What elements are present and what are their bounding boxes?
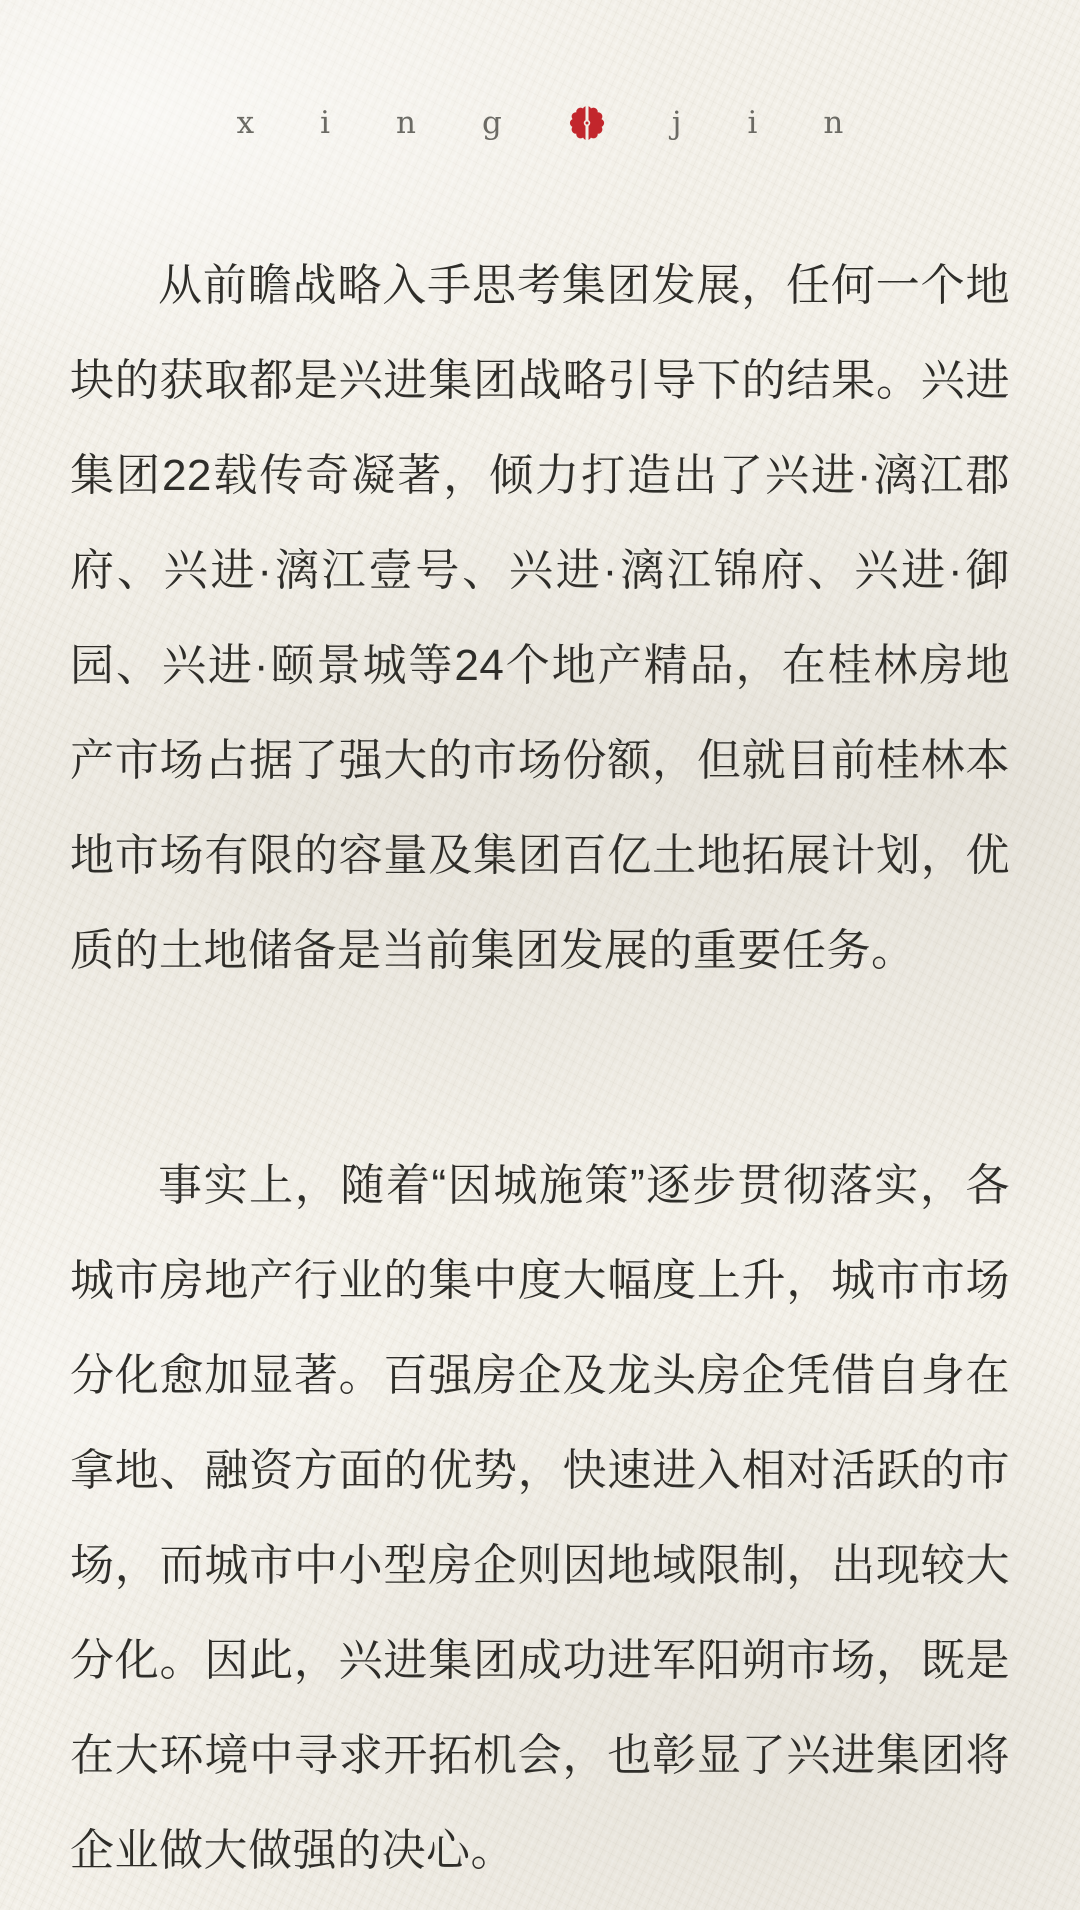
brand-letter: g — [482, 104, 502, 141]
paragraph-strategy: 从前瞻战略入手思考集团发展，任何一个地块的获取都是兴进集团战略引导下的结果。兴进集团22载传奇凝著，倾力打造出了兴进·漓江郡府、兴进·漓江壹号、兴进·漓江锦府、兴进·御园、兴进·颐景城等24个地产精品，在桂林房地产市场占据了强大的市场份额，但就目前桂林本地市场有限的容量及集团百亿土地拓展计划，优质的土地储备是当前集团发展的重要任务。 — [70, 261, 1010, 975]
brand-header — [0, 0, 1080, 144]
brand-letter: j — [671, 104, 682, 141]
brand-letter: i — [747, 104, 758, 141]
brand-letter: n — [396, 104, 416, 141]
xingjin-seal-icon — [568, 102, 606, 144]
brand-letter: n — [823, 104, 844, 141]
brand-letter: x — [236, 104, 255, 141]
article-body — [0, 238, 1080, 1898]
brand-letter: i — [320, 104, 331, 141]
paragraph-market-trend: 事实上，随着“因城施策”逐步贯彻落实，各城市房地产行业的集中度大幅度上升，城市市场分化愈加显著。百强房企及龙头房企凭借自身在拿地、融资方面的优势，快速进入相对活跃的市场，而城市中小型房企则因地域限制，出现较大分化。因此，兴进集团成功进军阳朔市场，既是在大环境中寻求开拓机会，也彰显了兴进集团将企业做大做强的决心。 — [70, 1161, 1010, 1875]
